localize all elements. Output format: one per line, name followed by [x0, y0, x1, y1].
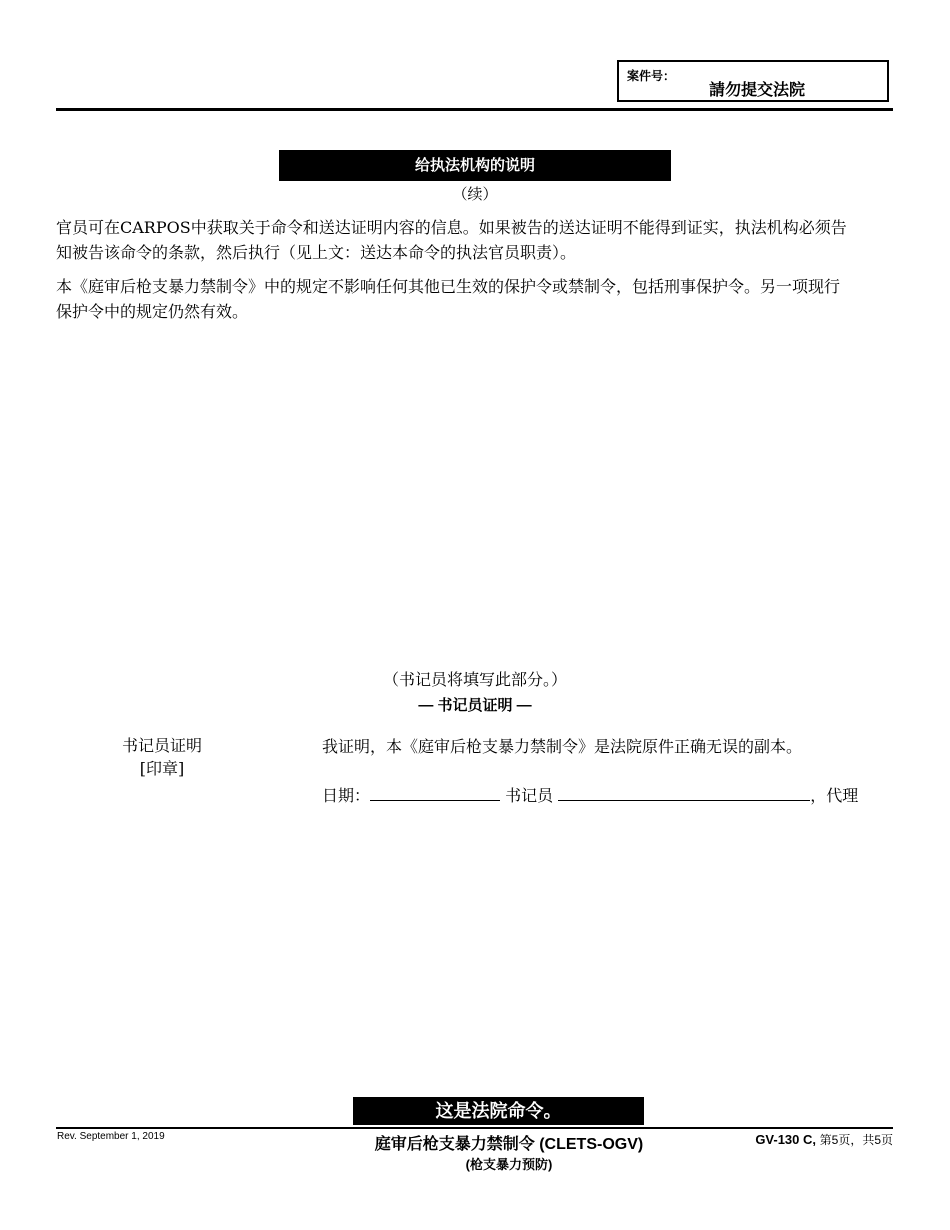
- clerk-certificate-title: — 书记员证明 —: [418, 697, 532, 714]
- seal-label: 书记员证明: [121, 736, 202, 755]
- paragraph-other-orders-line-2: 保护令中的规定仍然有效。: [56, 302, 249, 321]
- date-label: 日期：: [322, 786, 371, 805]
- paragraph-other-orders-line-1: 本《庭审后枪支暴力禁制令》中的规定不影响任何其他已生效的保护令或禁制令，包括刑事保护令。另一项现行: [56, 277, 841, 296]
- date-field[interactable]: [370, 784, 500, 801]
- section-continued-label: （续）: [452, 185, 498, 203]
- paragraph-carpos: [56, 215, 894, 265]
- seal-placeholder: [印章]: [139, 759, 185, 778]
- header-divider: [56, 108, 893, 111]
- revision-date: Rev. September 1, 2019: [57, 1131, 165, 1142]
- paragraph-carpos-line-2: 知被告该命令的条款，然后执行（见上文：送达本命令的执法官员职责）。: [56, 243, 577, 262]
- form-number: GV-130 C,: [755, 1132, 817, 1147]
- case-number-box: [617, 60, 889, 102]
- form-title: 庭审后枪支暴力禁制令 (CLETS-OGV): [374, 1136, 644, 1153]
- clerk-label: 书记员: [505, 786, 554, 805]
- section-heading: 给执法机构的说明: [279, 150, 671, 181]
- certification-statement: 我证明，本《庭审后枪支暴力禁制令》是法院原件正确无误的副本。: [322, 737, 803, 756]
- clerk-note: （书记员将填写此部分。）: [382, 670, 567, 689]
- paragraph-carpos-line-1: 官员可在CARPOS中获取关于命令和送达证明内容的信息。如果被告的送达证明不能得到证实，执法机构必须告: [56, 218, 847, 237]
- deputy-label: ，代理: [810, 786, 859, 805]
- clerk-signature-line: [322, 783, 858, 806]
- clerk-signature-field[interactable]: [558, 784, 810, 801]
- page-info: 第5页，共5页: [819, 1133, 893, 1147]
- clerk-seal-area: [100, 734, 224, 780]
- paragraph-other-orders: [56, 274, 894, 324]
- footer-divider: [56, 1127, 893, 1129]
- case-number-label: 案件号：: [627, 69, 676, 83]
- court-order-banner: 这是法院命令。: [353, 1097, 644, 1125]
- case-number-value: 請勿提交法院: [709, 82, 806, 99]
- form-subtitle: (枪支暴力预防): [465, 1157, 553, 1172]
- form-id: [755, 1131, 893, 1148]
